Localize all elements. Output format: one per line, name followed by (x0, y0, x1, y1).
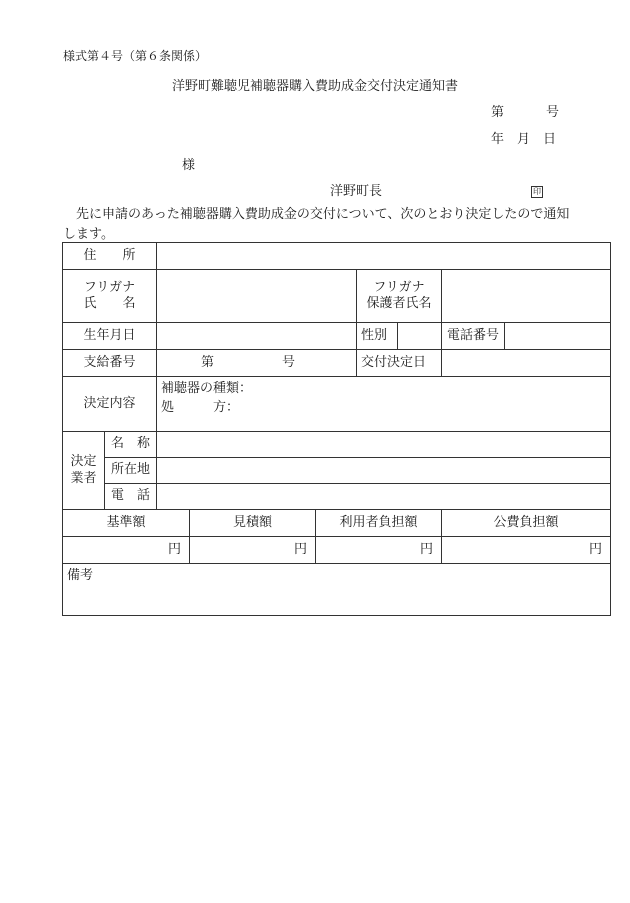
public-burden-field[interactable] (442, 537, 611, 564)
guardian-name-field[interactable] (442, 270, 611, 323)
vendor-name-field[interactable] (157, 432, 611, 458)
yen-unit: 円 (589, 541, 603, 557)
vendor-label-line1: 決定 (70, 454, 97, 470)
decision-form-table (62, 242, 611, 616)
phone-field[interactable] (505, 323, 611, 350)
gender-label: 性別 (357, 323, 398, 350)
address-label: 住 所 (63, 243, 157, 270)
user-burden-field[interactable] (316, 537, 442, 564)
phone-label: 電話番号 (442, 323, 505, 350)
vendor-phone-field[interactable] (157, 484, 611, 510)
payment-number-go: 号 (282, 354, 296, 370)
vendor-location-label: 所在地 (105, 458, 157, 484)
date-month: 月 (517, 132, 531, 147)
document-title: 洋野町難聴児補聴器購入費助成金交付決定通知書 (171, 79, 458, 94)
remarks-label: 備考 (67, 568, 94, 583)
vendor-group-label (63, 432, 105, 510)
device-type-label: 補聴器の種類： (161, 381, 253, 396)
yen-unit: 円 (294, 541, 308, 557)
name-label: 氏 名 (83, 296, 136, 311)
seal-mark: 印 (533, 187, 541, 196)
address-field[interactable] (157, 243, 611, 270)
vendor-location-field[interactable] (157, 458, 611, 484)
decision-date-field[interactable] (442, 350, 611, 377)
issuer-name: 洋野町長 (330, 184, 383, 199)
payment-number-field[interactable] (157, 350, 357, 377)
public-burden-label: 公費負担額 (442, 510, 611, 537)
furigana-label: フリガナ (83, 279, 136, 295)
decision-date-label: 交付決定日 (357, 350, 442, 377)
child-name-label (63, 270, 157, 323)
estimate-field[interactable] (190, 537, 316, 564)
remarks-field[interactable] (63, 564, 611, 616)
vendor-name-label: 名 称 (105, 432, 157, 458)
standard-amount-label: 基準額 (63, 510, 190, 537)
form-number: 様式第４号（第６条関係） (63, 49, 208, 63)
recipient-honorific: 様 (182, 158, 196, 173)
decision-content-label: 決定内容 (63, 377, 157, 432)
gender-field[interactable] (398, 323, 442, 350)
estimate-label: 見積額 (190, 510, 316, 537)
birthdate-field[interactable] (157, 323, 357, 350)
standard-amount-field[interactable] (63, 537, 190, 564)
decision-content-field[interactable] (157, 377, 611, 432)
vendor-phone-label: 電 話 (105, 484, 157, 510)
guardian-name-text: 保護者氏名 (366, 296, 432, 311)
payment-number-label: 支給番号 (63, 350, 157, 377)
intro-text: 先に申請のあった補聴器購入費助成金の交付について、次のとおり決定したので通知します。 (63, 207, 570, 242)
date-year: 年 (491, 132, 505, 147)
vendor-label-line2: 業者 (70, 470, 97, 486)
notice-number-go: 号 (546, 105, 560, 120)
birthdate-label: 生年月日 (63, 323, 157, 350)
prescription-label: 処 方： (161, 400, 240, 416)
date-day: 日 (543, 132, 557, 147)
guardian-furigana-label: フリガナ (373, 279, 425, 295)
payment-number-dai: 第 (201, 354, 215, 370)
yen-unit: 円 (420, 541, 434, 557)
user-burden-label: 利用者負担額 (316, 510, 442, 537)
yen-unit: 円 (168, 541, 182, 557)
guardian-name-label (357, 270, 442, 323)
notice-number-dai: 第 (491, 105, 505, 120)
child-name-field[interactable] (157, 270, 357, 323)
notice-date (491, 133, 556, 146)
